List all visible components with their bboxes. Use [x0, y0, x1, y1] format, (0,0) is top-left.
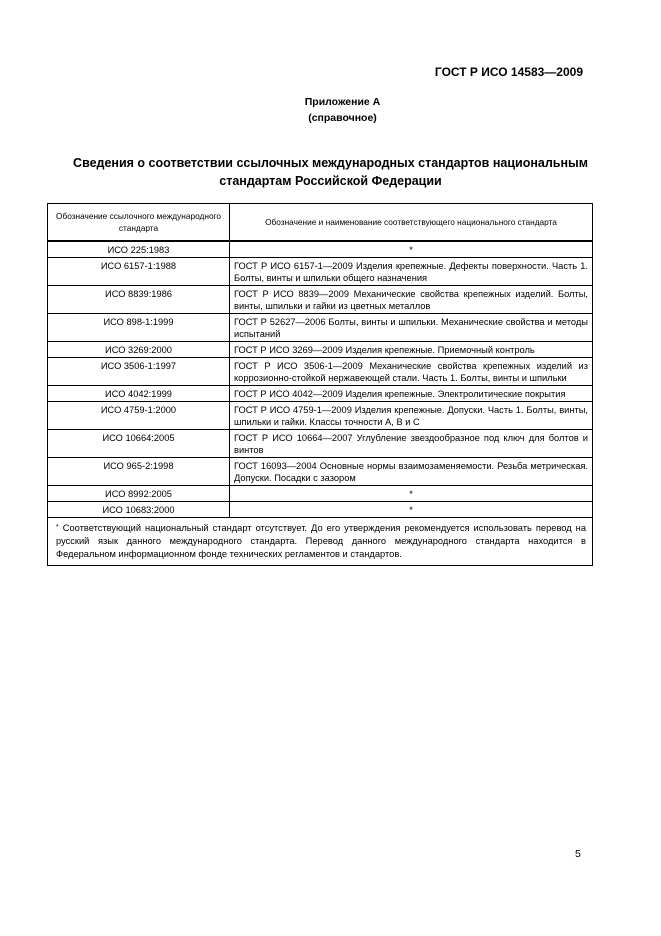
international-standard-cell: ИСО 10664:2005 — [48, 430, 230, 458]
national-standard-cell: ГОСТ Р ИСО 10664—2007 Углубление звездообразное под ключ для болтов и винтов — [230, 430, 593, 458]
national-standard-cell: * — [230, 502, 593, 518]
table-row — [48, 458, 593, 486]
standards-correspondence-table — [47, 203, 593, 566]
table-header-row — [48, 204, 593, 242]
table-row — [48, 258, 593, 286]
international-standard-cell: ИСО 8839:1986 — [48, 286, 230, 314]
national-standard-cell: ГОСТ Р ИСО 3506-1—2009 Механические свойства крепежных изделий из коррозионно-стойкой нержавеющей стали. Часть 1. Болты, винты и шпильки — [230, 358, 593, 386]
standard-number: ГОСТ Р ИСО 14583—2009 — [434, 65, 583, 79]
national-standard-cell: ГОСТ Р ИСО 3269—2009 Изделия крепежные. Приемочный контроль — [230, 342, 593, 358]
national-standard-cell: ГОСТ Р 52627—2006 Болты, винты и шпильки. Механические свойства и методы испытаний — [230, 314, 593, 342]
national-standard-cell: ГОСТ Р ИСО 4759-1—2009 Изделия крепежные. Допуски. Часть 1. Болты, винты, шпильки и гайки. Классы точности А, В и С — [230, 402, 593, 430]
international-standard-cell: ИСО 8992:2005 — [48, 486, 230, 502]
international-standard-cell: ИСО 4759-1:2000 — [48, 402, 230, 430]
international-standard-cell: ИСО 965-2:1998 — [48, 458, 230, 486]
table-row — [48, 286, 593, 314]
header-international-standard: Обозначение ссылочного международного стандарта — [48, 204, 230, 242]
international-standard-cell: ИСО 3269:2000 — [48, 342, 230, 358]
annex-heading — [0, 94, 661, 126]
footnote-mark: * — [56, 524, 59, 531]
table-row — [48, 314, 593, 342]
annex-kind: (справочное) — [308, 112, 377, 124]
table-row — [48, 386, 593, 402]
national-standard-cell: * — [230, 241, 593, 258]
header-national-standard: Обозначение и наименование соответствующего национального стандарта — [230, 204, 593, 242]
table-row — [48, 402, 593, 430]
table-row — [48, 430, 593, 458]
section-title: Сведения о соответствии ссылочных международных стандартов национальным стандартам Российской Федерации — [73, 156, 588, 188]
international-standard-cell: ИСО 898-1:1999 — [48, 314, 230, 342]
table-footnote-row — [48, 518, 593, 566]
annex-title: Приложение А — [304, 96, 381, 108]
table-row — [48, 486, 593, 502]
table-row — [48, 358, 593, 386]
table-footnote — [48, 518, 593, 566]
national-standard-cell: * — [230, 486, 593, 502]
international-standard-cell: ИСО 4042:1999 — [48, 386, 230, 402]
national-standard-cell: ГОСТ Р ИСО 4042—2009 Изделия крепежные. Электролитические покрытия — [230, 386, 593, 402]
footnote-text: Соответствующий национальный стандарт отсутствует. До его утверждения рекомендуется использовать перевод на русский язык данного международного стандарта. Перевод данного международного стандарта находится в Федеральном информационном фонде технических регламентов и стандартов. — [56, 523, 586, 559]
international-standard-cell: ИСО 10683:2000 — [48, 502, 230, 518]
page-number: 5 — [575, 848, 581, 860]
table-row — [48, 342, 593, 358]
international-standard-cell: ИСО 3506-1:1997 — [48, 358, 230, 386]
national-standard-cell: ГОСТ Р ИСО 6157-1—2009 Изделия крепежные. Дефекты поверхности. Часть 1. Болты, винты и шпильки общего назначения — [230, 258, 593, 286]
international-standard-cell: ИСО 6157-1:1988 — [48, 258, 230, 286]
national-standard-cell: ГОСТ Р ИСО 8839—2009 Механические свойства крепежных изделий. Болты, винты, шпильки и гайки из цветных металлов — [230, 286, 593, 314]
table-row — [48, 502, 593, 518]
table-row — [48, 241, 593, 258]
international-standard-cell: ИСО 225:1983 — [48, 241, 230, 258]
national-standard-cell: ГОСТ 16093—2004 Основные нормы взаимозаменяемости. Резьба метрическая. Допуски. Посадки с зазором — [230, 458, 593, 486]
